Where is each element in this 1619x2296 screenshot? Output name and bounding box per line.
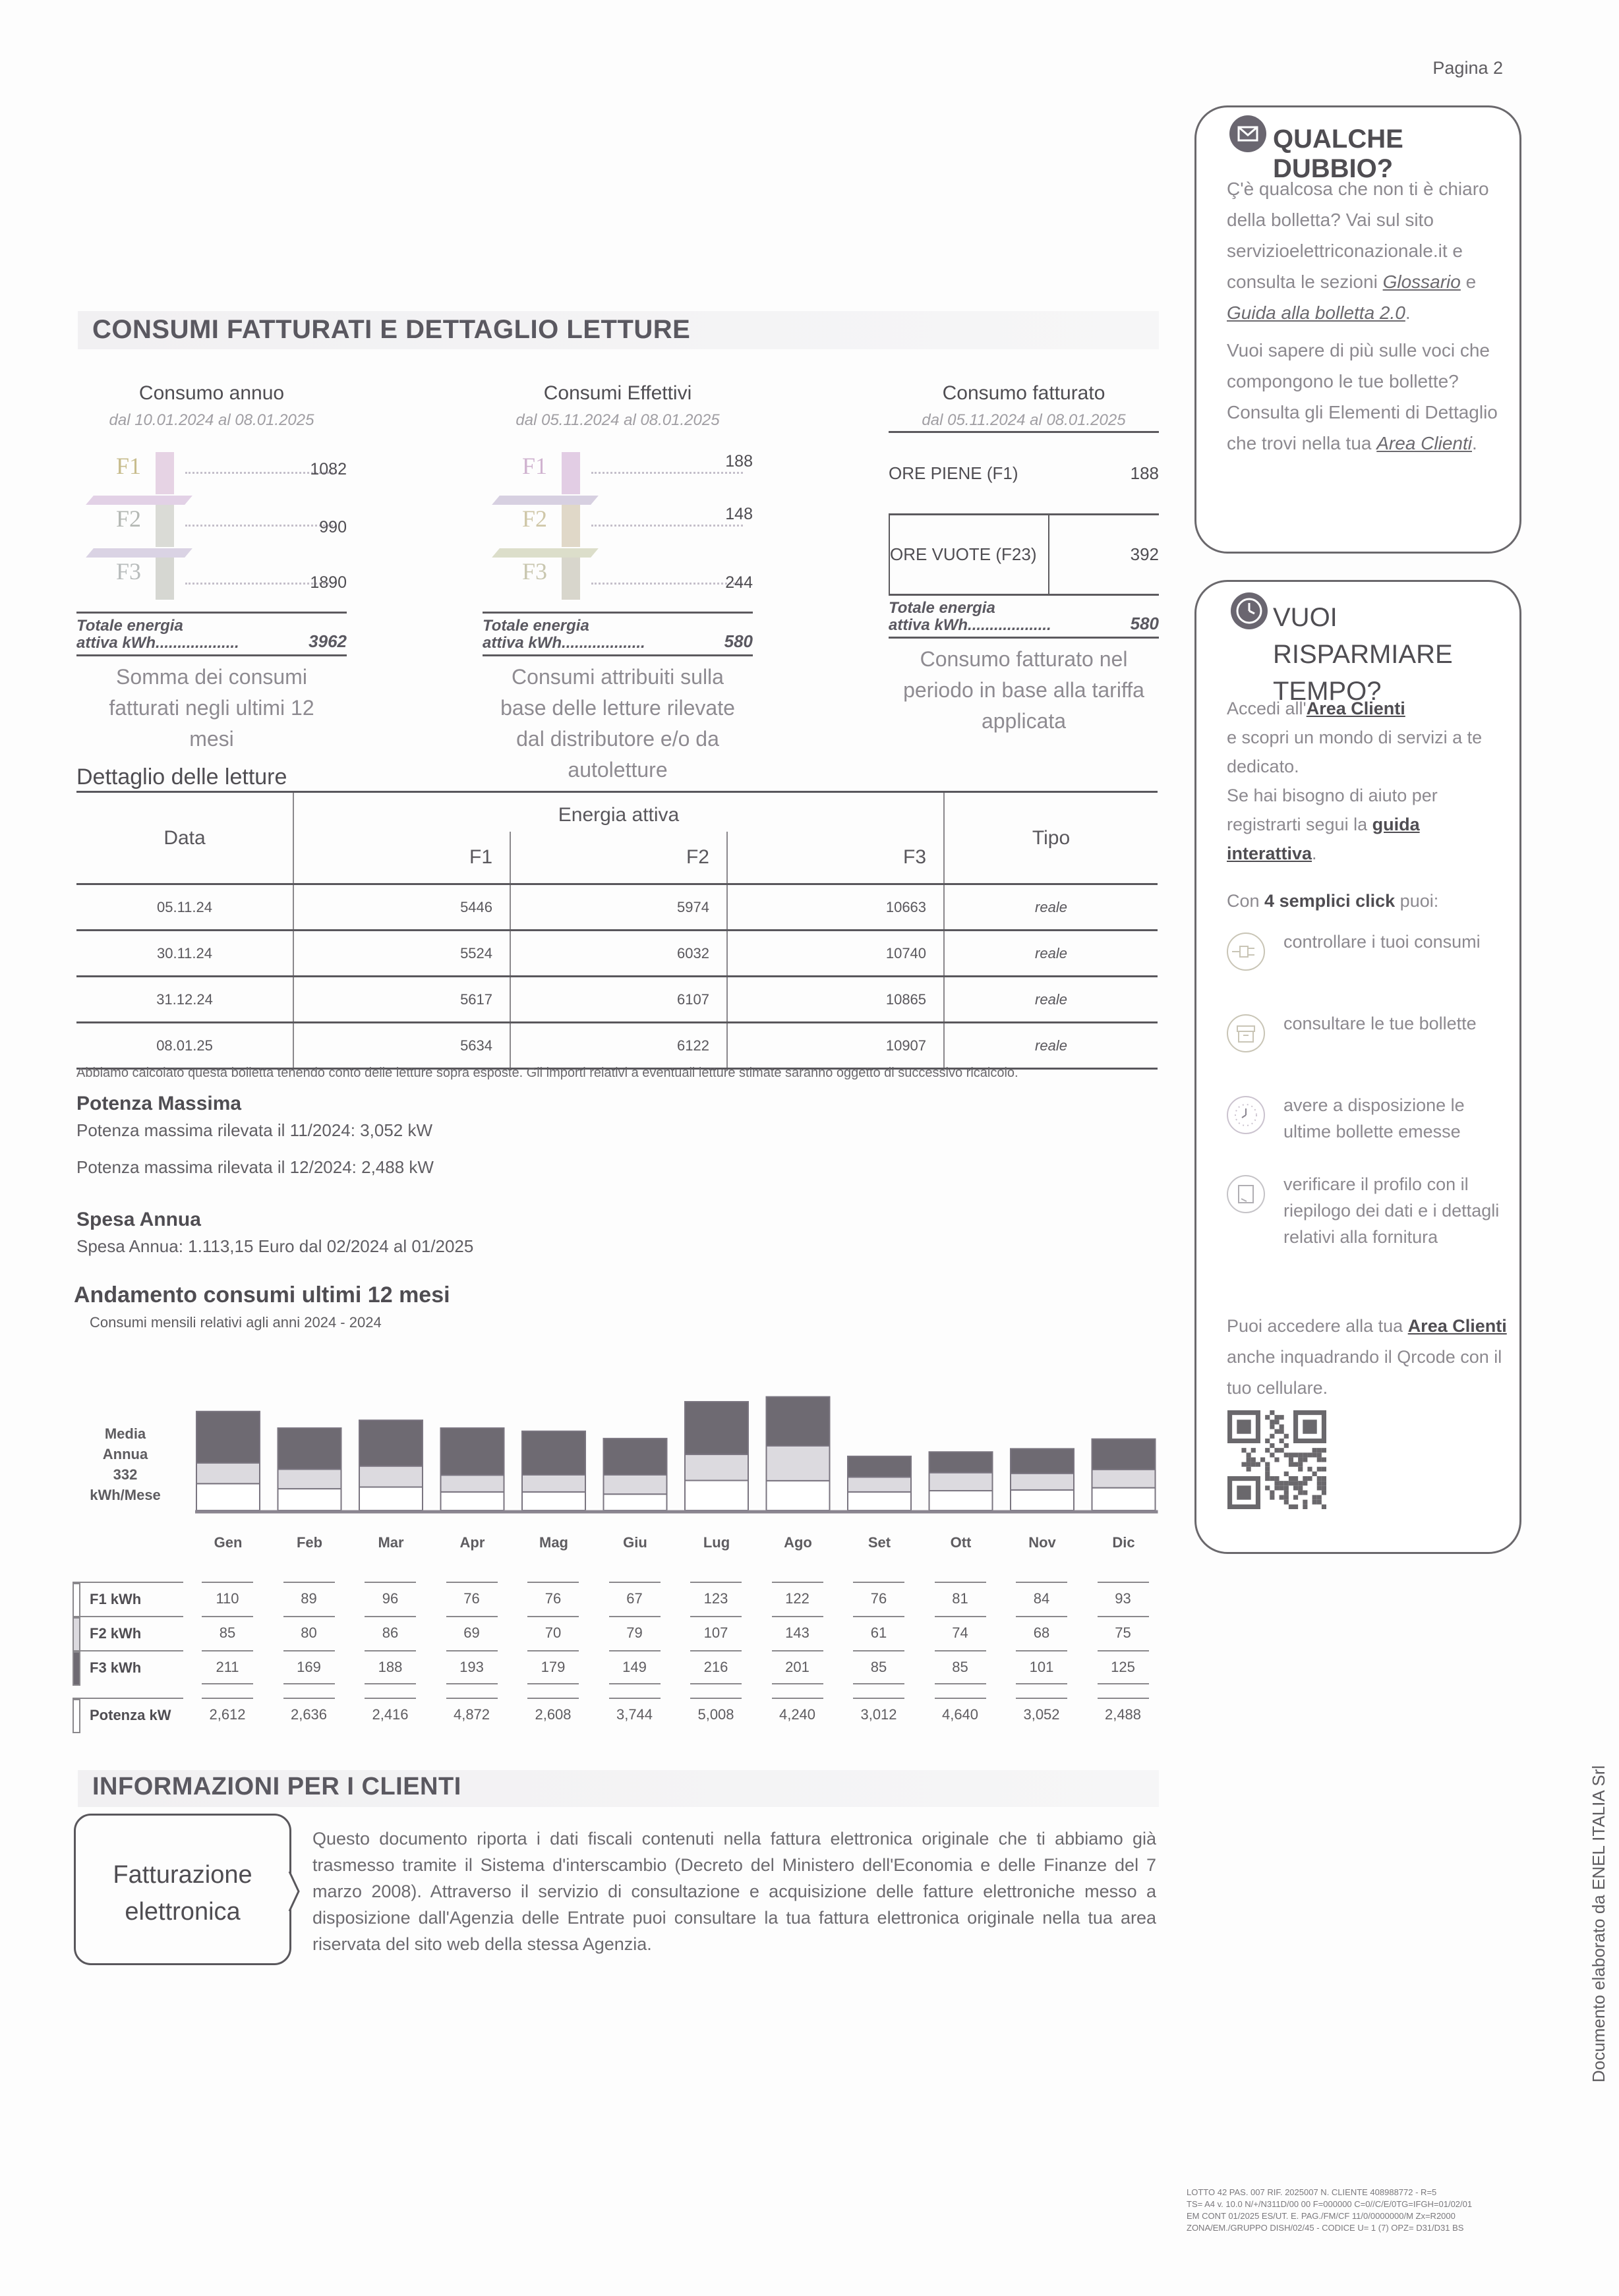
bar-segment-f1-gen [196, 1483, 260, 1510]
risparmiare-text: Accedi all'Area Clienti e scopri un mondo di servizi a te dedicato. Se hai bisogno di aiuto per registrarti segui la guida interattiva. Con 4 semplici click puoi: [1227, 694, 1510, 915]
data-cell: 2,636 [278, 1698, 340, 1732]
band-shadow [492, 496, 599, 505]
data-cell: 143 [767, 1616, 829, 1650]
consumo-annuo-title: Consumo annuo [138, 382, 285, 404]
total-value: 580 [724, 631, 753, 651]
fatturato-label: ORE PIENE (F1) [889, 463, 1018, 483]
cell-f2: 6107 [510, 977, 727, 1023]
area-clienti-link[interactable]: Area Clienti [1376, 433, 1472, 453]
col-header-f1: F1 [293, 832, 510, 884]
cell-f1: 5446 [293, 884, 510, 931]
bar-segment-f2-apr [441, 1475, 504, 1492]
con-text: Con [1227, 891, 1265, 911]
data-cell: 2,608 [522, 1698, 584, 1732]
cell-tipo: reale [944, 884, 1158, 931]
data-cell: 69 [441, 1616, 503, 1650]
band-row-f2 [483, 505, 753, 558]
bar-segment-f3-lug [685, 1402, 748, 1454]
data-cell: 3,052 [1011, 1698, 1073, 1732]
archive-icon [1227, 1014, 1265, 1052]
spesa-title: Spesa Annua [76, 1209, 201, 1230]
data-cell: 211 [196, 1650, 258, 1684]
band-shadow [86, 548, 192, 558]
qr-code[interactable] [1227, 1410, 1326, 1509]
band-row-f2 [76, 505, 347, 558]
bar-segment-f1-mag [522, 1492, 585, 1510]
clock-icon [1227, 1096, 1265, 1134]
dubbio-title: QUALCHE DUBBIO? [1273, 125, 1403, 183]
total-energy [76, 614, 347, 656]
data-cell: 76 [522, 1582, 584, 1616]
cell-f2: 5974 [510, 884, 727, 931]
x-tick-label: Feb [296, 1534, 323, 1551]
data-cell: 76 [848, 1582, 910, 1616]
envelope-icon [1229, 115, 1266, 152]
dubbio-text: Ç'è qualcosa che non ti è chiaro della bolletta? Vai sul sito servizioelettriconazionale.it e consulta le sezioni Glossario e Guida alla bolletta 2.0. Vuoi sapere di più sulle voci che compongono le tue bollette? Consulta gli Elementi di Dettaglio che trovi nella tua Area Clienti. [1227, 173, 1504, 459]
band-swatch [156, 558, 174, 600]
data-cell: 75 [1092, 1616, 1154, 1650]
dubbio-text-3: Consulta gli Elementi di Dettaglio che trovi nella tua [1227, 402, 1498, 453]
row-label [73, 1698, 183, 1732]
legend-swatch [73, 1617, 80, 1651]
table-row [76, 884, 1158, 931]
band-label: F3 [522, 558, 548, 585]
fatturato-value: 392 [1130, 544, 1159, 564]
media-label-line: Annua [102, 1446, 148, 1462]
footer-codes [1187, 2187, 1472, 2234]
data-cell: 149 [604, 1650, 666, 1684]
data-cell: 3,744 [604, 1698, 666, 1732]
bar-segment-f3-apr [441, 1428, 504, 1475]
data-cell: 93 [1092, 1582, 1154, 1616]
data-cell: 80 [278, 1616, 340, 1650]
box-line: Fatturazione [113, 1861, 252, 1889]
bar-segment-f2-ott [929, 1473, 993, 1491]
chart-title: Andamento consumi ultimi 12 mesi [74, 1282, 450, 1307]
title-line: TEMPO? [1273, 677, 1382, 706]
band-value: 990 [319, 518, 347, 536]
col-header-energia: Energia attiva [293, 792, 944, 832]
consumi-effettivi-period: dal 05.11.2024 al 08.01.2025 [515, 411, 720, 429]
bar-segment-f3-feb [278, 1428, 341, 1470]
consumo-fatturato-period: dal 05.11.2024 al 08.01.2025 [889, 411, 1159, 433]
band-label: F2 [522, 505, 548, 532]
letture-note: Abbiamo calcolato questa bolletta tenendo conto delle letture sopra esposte. Gli importi relativi a eventuali letture stimate saranno oggetto di successivo ricalcolo. [76, 1066, 1018, 1080]
footer-line: TS= A4 v. 10.0 N/+/N311D/00 00 F=000000 C=0//C/E/0TG=IFGH=01/02/01 [1187, 2199, 1473, 2209]
glossario-link[interactable]: Glossario [1382, 272, 1461, 292]
fatturazione-elettronica-box [74, 1814, 291, 1965]
data-cell: 85 [848, 1650, 910, 1684]
x-tick-label: Apr [459, 1534, 485, 1551]
table-row [76, 977, 1158, 1023]
bar-segment-f2-mar [359, 1466, 423, 1487]
legend-label: F1 kWh [90, 1591, 142, 1607]
aiuto-text: Se hai bisogno di aiuto per registrarti segui la [1227, 786, 1438, 834]
data-cell: 67 [604, 1582, 666, 1616]
total-label: Totale energia [483, 617, 589, 635]
bar-segment-f2-mag [522, 1475, 585, 1492]
dotted-leader [591, 525, 743, 527]
click-bold-text: 4 semplici click [1264, 891, 1396, 911]
data-cell: 70 [522, 1616, 584, 1650]
band-value: 148 [725, 505, 753, 523]
band-label: F3 [116, 558, 142, 585]
total-label: Totale energia [889, 599, 995, 617]
page-number: Pagina 2 [1432, 58, 1503, 78]
bar-segment-f2-set [848, 1477, 911, 1492]
bar-segment-f2-feb [278, 1469, 341, 1489]
data-cell: 4,872 [441, 1698, 503, 1732]
total-label: attiva kWh................... [889, 616, 1051, 634]
data-cell: 2,488 [1092, 1698, 1154, 1732]
bar-segment-f1-feb [278, 1489, 341, 1510]
title-line: VUOI RISPARMIARE [1273, 603, 1453, 669]
band-shadow [86, 496, 192, 505]
info-paragraph: Questo documento riporta i dati fiscali contenuti nella fattura elettronica originale che ti abbiamo già trasmesso tramite il Sistema d'interscambio (Decreto del Ministero dell'Economia e delle Finanze del 7 marzo 2008). Attraverso il servizio di consultazione e acquisizione delle fatture elettroniche messo a disposizione dall'Agenzia delle Entrate puoi consultare la tua fattura elettronica originale nella tua area riservata del sito web della stessa Agenzia. [312, 1829, 1156, 1954]
consumo-fatturato-panel [889, 382, 1159, 737]
potenza-title: Potenza Massima [76, 1093, 242, 1114]
legend-label: F3 kWh [90, 1659, 142, 1676]
bar-segment-f1-giu [604, 1494, 667, 1510]
guida-interattiva-link[interactable]: guida interattiva [1227, 815, 1420, 863]
cell-tipo: reale [944, 931, 1158, 977]
cell-divider [1048, 515, 1049, 594]
cell-data: 08.01.25 [76, 1023, 293, 1069]
data-cell: 122 [767, 1582, 829, 1616]
cell-f1: 5634 [293, 1023, 510, 1069]
plug-icon [1227, 933, 1265, 971]
qualche-dubbio-box [1194, 105, 1521, 554]
box-line: elettronica [125, 1898, 241, 1926]
data-cell: 61 [848, 1616, 910, 1650]
qr-text-2: anche inquadrando il Qrcode con il tuo cellulare. [1227, 1347, 1502, 1398]
band-label: F2 [116, 505, 142, 532]
consumo-annuo-panel [76, 382, 347, 755]
vertical-issuer-text: Documento elaborato da ENEL ITALIA Srl [1589, 1765, 1608, 2082]
data-cell: 201 [767, 1650, 829, 1684]
bar-segment-f1-mar [359, 1487, 423, 1510]
consumo-fatturato-note: Consumo fatturato nel periodo in base alla tariffa applicata [903, 647, 1144, 733]
band-label: F1 [116, 453, 142, 479]
bar-segment-f2-gen [196, 1463, 260, 1483]
data-cell: 107 [685, 1616, 747, 1650]
puoi-text: puoi: [1395, 891, 1439, 911]
cell-f3: 10740 [727, 931, 944, 977]
cell-f3: 10663 [727, 884, 944, 931]
data-cell: 76 [441, 1582, 503, 1616]
total-value: 580 [1130, 614, 1159, 633]
cell-f2: 6032 [510, 931, 727, 977]
area-clienti-link[interactable]: Area Clienti [1306, 699, 1405, 718]
data-cell: 84 [1011, 1582, 1073, 1616]
fatturato-row-f23 [889, 513, 1159, 594]
consumo-annuo-note: Somma dei consumi fatturati negli ultimi 12 mesi [109, 665, 314, 751]
bar-segment-f3-gen [196, 1412, 260, 1463]
dotted-leader [591, 472, 743, 474]
footer-line: ZONA/EM./GRUPPO DISH/02/45 - CODICE U= 1 (7) OPZ= D31/D31 BS [1187, 2223, 1464, 2233]
cell-data: 30.11.24 [76, 931, 293, 977]
bar-segment-f2-lug [685, 1454, 748, 1481]
cell-f3: 10865 [727, 977, 944, 1023]
band-swatch [156, 505, 174, 547]
guida-bolletta-link[interactable]: Guida alla bolletta 2.0 [1227, 302, 1405, 323]
document-icon [1227, 1175, 1265, 1213]
band-swatch [562, 558, 580, 600]
qr-text [1227, 1311, 1510, 1404]
feature-text: verificare il profilo con il riepilogo dei dati e i dettagli relativi alla fornitura [1283, 1174, 1500, 1247]
total-label: attiva kWh................... [76, 634, 239, 652]
bar-segment-f2-giu [604, 1475, 667, 1494]
area-clienti-link[interactable]: Area Clienti [1407, 1316, 1507, 1336]
data-cell: 4,640 [929, 1698, 991, 1732]
x-tick-label: Lug [703, 1534, 730, 1551]
feature-text: controllare i tuoi consumi [1283, 932, 1481, 952]
accedi-text: Accedi all' [1227, 699, 1307, 718]
cell-f1: 5524 [293, 931, 510, 977]
band-swatch [562, 505, 580, 547]
text-and: e [1460, 272, 1477, 292]
x-tick-label: Set [868, 1534, 891, 1551]
spesa-line: Spesa Annua: 1.113,15 Euro dal 02/2024 al 01/2025 [76, 1236, 474, 1256]
readings-table [76, 791, 1158, 1070]
band-row-f3 [76, 558, 347, 610]
band-value: 1890 [310, 573, 347, 592]
band-value: 244 [725, 573, 753, 592]
cell-tipo: reale [944, 1023, 1158, 1069]
media-label-line: Media [104, 1425, 146, 1442]
data-cell: 96 [359, 1582, 421, 1616]
data-cell: 4,240 [767, 1698, 829, 1732]
cell-f3: 10907 [727, 1023, 944, 1069]
bar-segment-f3-giu [604, 1439, 667, 1475]
data-cell: 85 [929, 1650, 991, 1684]
x-tick-label: Dic [1112, 1534, 1135, 1551]
data-cell: 216 [685, 1650, 747, 1684]
x-tick-label: Gen [214, 1534, 243, 1551]
band-label: F1 [522, 453, 548, 479]
legend-label: Potenza kW [90, 1707, 171, 1723]
bar-segment-f3-mag [522, 1431, 585, 1475]
col-header-f3: F3 [727, 832, 944, 884]
data-cell: 188 [359, 1650, 421, 1684]
legend-swatch [73, 1651, 80, 1686]
band-shadow [492, 548, 599, 558]
cell-data: 05.11.24 [76, 884, 293, 931]
consumi-effettivi-note: Consumi attribuiti sulla base delle letture rilevate dal distributore e/o da autoletture [500, 665, 735, 782]
data-cell: 123 [685, 1582, 747, 1616]
potenza-line-1: Potenza massima rilevata il 11/2024: 3,052 kW [76, 1120, 433, 1140]
data-cell: 125 [1092, 1650, 1154, 1684]
col-header-tipo: Tipo [944, 792, 1158, 884]
data-cell: 110 [196, 1582, 258, 1616]
scopri-text: e scopri un mondo di servizi a te dedicato. [1227, 728, 1483, 776]
data-cell: 101 [1011, 1650, 1073, 1684]
data-cell: 86 [359, 1616, 421, 1650]
bar-segment-f3-set [848, 1456, 911, 1477]
data-cell: 179 [522, 1650, 584, 1684]
legend-label: F2 kWh [90, 1625, 142, 1642]
bar-segment-f2-ago [767, 1446, 830, 1481]
data-cell: 2,416 [359, 1698, 421, 1732]
data-cell: 193 [441, 1650, 503, 1684]
bar-segment-f1-ott [929, 1491, 993, 1510]
bar-segment-f3-ott [929, 1452, 993, 1472]
cell-tipo: reale [944, 977, 1158, 1023]
x-tick-label: Ago [784, 1534, 812, 1551]
data-cell: 81 [929, 1582, 991, 1616]
cell-f2: 6122 [510, 1023, 727, 1069]
footer-line: LOTTO 42 PAS. 007 RIF. 2025007 N. CLIENTE 408988772 - R=5 [1187, 2187, 1437, 2197]
table-row [76, 931, 1158, 977]
bar-segment-f3-dic [1092, 1439, 1156, 1470]
dotted-leader [185, 525, 337, 527]
data-cell: 89 [278, 1582, 340, 1616]
footer-line: EM CONT 01/2025 ES/UT. E. PAG./FM/CF 11/0/0000000/M Zx=R2000 [1187, 2211, 1456, 2221]
band-row-f1 [483, 452, 753, 505]
col-header-f2: F2 [510, 832, 727, 884]
bar-segment-f3-mar [359, 1420, 423, 1466]
letture-title: Dettaglio delle letture [76, 764, 287, 789]
bar-segment-f3-ago [767, 1397, 830, 1446]
total-energy [483, 614, 753, 656]
data-cell: 68 [1011, 1616, 1073, 1650]
cell-data: 31.12.24 [76, 977, 293, 1023]
potenza-line-2: Potenza massima rilevata il 12/2024: 2,488 kW [76, 1157, 434, 1177]
total-value: 3962 [309, 631, 347, 651]
bar-segment-f3-nov [1011, 1449, 1074, 1473]
row-label [73, 1582, 183, 1616]
band-row-f1 [76, 452, 347, 505]
total-label: Totale energia [76, 617, 183, 635]
fatturato-value: 188 [1130, 463, 1159, 483]
data-cell: 85 [196, 1616, 258, 1650]
total-energy [889, 596, 1159, 639]
bar-segment-f1-nov [1011, 1490, 1074, 1510]
col-header-data: Data [163, 826, 206, 849]
feature-text: avere a disposizione le ultime bollette emesse [1283, 1095, 1465, 1141]
x-tick-label: Nov [1028, 1534, 1056, 1551]
chevron-right-icon [288, 1872, 301, 1911]
legend-swatch [73, 1699, 80, 1733]
risparmiare-title [1273, 599, 1519, 710]
table-row [76, 1023, 1158, 1069]
bar-segment-f1-apr [441, 1492, 504, 1510]
data-cell: 2,612 [196, 1698, 258, 1732]
clock-badge-icon [1231, 592, 1268, 629]
consumi-effettivi-title: Consumi Effettivi [543, 382, 692, 404]
data-cell: 79 [604, 1616, 666, 1650]
bar-segment-f1-lug [685, 1480, 748, 1510]
consumption-bar-chart [66, 1371, 1173, 1568]
x-tick-label: Giu [623, 1534, 647, 1551]
fatturato-label: ORE VUOTE (F23) [890, 544, 1037, 564]
risparmiare-tempo-box [1194, 580, 1521, 1554]
feature-text: consultare le tue bollette [1283, 1014, 1477, 1033]
dotted-leader [591, 583, 743, 585]
qr-text-1: Puoi accedere alla tua [1227, 1316, 1408, 1336]
data-cell: 74 [929, 1616, 991, 1650]
row-label [73, 1650, 183, 1684]
consumi-effettivi-panel [483, 382, 753, 786]
band-value: 1082 [310, 460, 347, 478]
x-tick-label: Mar [378, 1534, 404, 1551]
data-cell: 169 [278, 1650, 340, 1684]
dubbio-text-2: Vuoi sapere di più sulle voci che compongono le tue bollette? [1227, 340, 1490, 391]
row-label [73, 1616, 183, 1650]
media-label-line: kWh/Mese [90, 1487, 161, 1503]
band-swatch [562, 452, 580, 494]
x-tick-label: Mag [539, 1534, 568, 1551]
bar-segment-f2-nov [1011, 1474, 1074, 1490]
cell-f1: 5617 [293, 977, 510, 1023]
x-tick-label: Ott [950, 1534, 972, 1551]
section-title: CONSUMI FATTURATI E DETTAGLIO LETTURE [92, 315, 691, 344]
bar-segment-f2-dic [1092, 1470, 1156, 1488]
bar-segment-f1-ago [767, 1481, 830, 1510]
bar-segment-f1-dic [1092, 1488, 1156, 1510]
band-row-f3 [483, 558, 753, 610]
media-label-line: 332 [113, 1466, 138, 1483]
fatturato-row-f1 [889, 433, 1159, 513]
band-value: 188 [725, 452, 753, 471]
dubbio-text-1: Ç'è qualcosa che non ti è chiaro della bolletta? Vai sul sito servizioelettriconazionale.it e consulta le sezioni [1227, 179, 1489, 292]
data-cell: 5,008 [685, 1698, 747, 1732]
data-cell: 3,012 [848, 1698, 910, 1732]
legend-swatch [73, 1583, 80, 1617]
consumo-annuo-period: dal 10.01.2024 al 08.01.2025 [109, 411, 314, 429]
bar-segment-f1-set [848, 1492, 911, 1510]
consumo-fatturato-title: Consumo fatturato [942, 382, 1105, 404]
chart-subtitle: Consumi mensili relativi agli anni 2024 - 2024 [90, 1314, 382, 1331]
info-section-title: INFORMAZIONI PER I CLIENTI [92, 1773, 461, 1800]
total-label: attiva kWh................... [483, 634, 645, 652]
band-swatch [156, 452, 174, 494]
